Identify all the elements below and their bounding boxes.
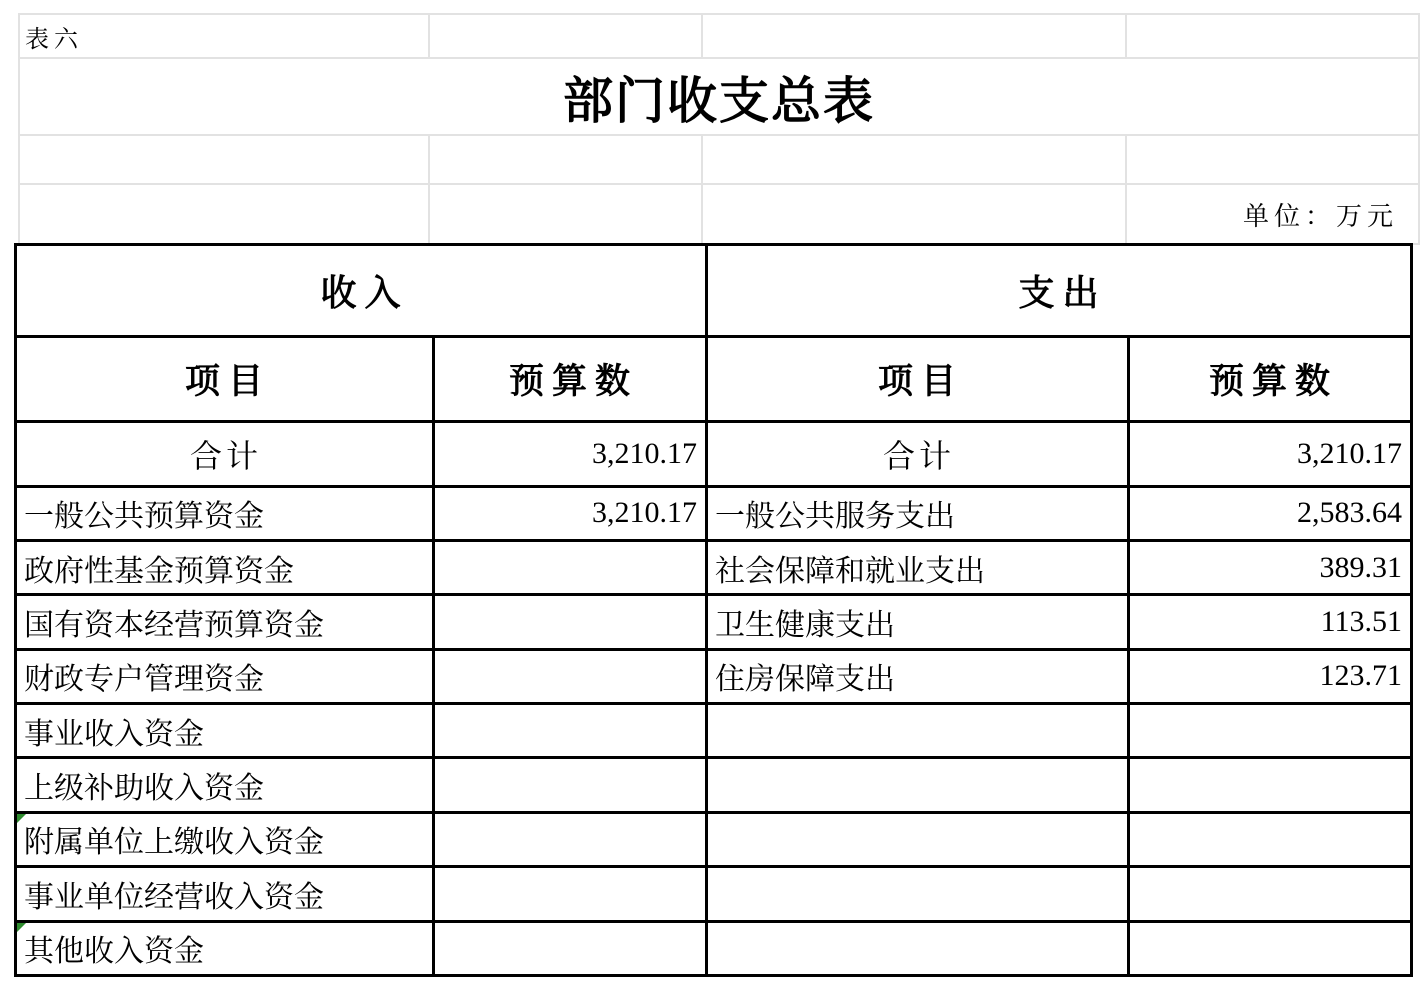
expenditure-budget-col-header: 预算数: [1129, 336, 1412, 422]
expenditure-item: 卫生健康支出: [707, 595, 1129, 649]
table-row-total: [16, 422, 1412, 486]
expenditure-value: [1129, 758, 1412, 812]
expenditure-total-label: 合计: [707, 422, 1129, 486]
income-budget-col-header: 预算数: [434, 336, 707, 422]
expenditure-item: [707, 867, 1129, 921]
income-value: [434, 595, 707, 649]
expenditure-value: 2,583.64: [1129, 486, 1412, 540]
unit-cell: [1127, 185, 1420, 245]
income-item: 政府性基金预算资金: [16, 541, 434, 595]
income-value: [434, 649, 707, 703]
income-item-label: 附属单位上缴收入资金: [24, 825, 324, 861]
empty-cell: [703, 15, 1127, 59]
expenditure-value: [1129, 812, 1412, 866]
column-header-row: [16, 336, 1412, 422]
expenditure-section-header: 支出: [707, 245, 1412, 337]
table-row: [16, 704, 1412, 758]
income-value: 3,210.17: [434, 486, 707, 540]
table-row: [16, 812, 1412, 866]
expenditure-item: [707, 812, 1129, 866]
income-value: [434, 867, 707, 921]
table-row: [16, 486, 1412, 540]
income-value: [434, 758, 707, 812]
income-value: [434, 812, 707, 866]
income-item: 财政专户管理资金: [16, 649, 434, 703]
income-item-label: 其他收入资金: [24, 934, 204, 970]
expenditure-item: [707, 704, 1129, 758]
empty-cell: [1127, 15, 1420, 59]
expenditure-item: 住房保障支出: [707, 649, 1129, 703]
income-item: 一般公共预算资金: [16, 486, 434, 540]
expenditure-total-value: 3,210.17: [1129, 422, 1412, 486]
expenditure-item: 社会保障和就业支出: [707, 541, 1129, 595]
expenditure-item-col-header: 项目: [707, 336, 1129, 422]
error-indicator-icon: [17, 923, 26, 932]
top-grid: [18, 13, 1420, 245]
income-value: [434, 921, 707, 975]
empty-cell: [18, 185, 430, 245]
table-row: [16, 649, 1412, 703]
expenditure-item: 一般公共服务支出: [707, 486, 1129, 540]
table-row: [16, 758, 1412, 812]
income-item-col-header: 项目: [16, 336, 434, 422]
income-value: [434, 704, 707, 758]
income-item: 事业收入资金: [16, 704, 434, 758]
income-section-header: 收入: [16, 245, 707, 337]
table-row: [16, 921, 1412, 975]
income-item: 上级补助收入资金: [16, 758, 434, 812]
expenditure-item: [707, 921, 1129, 975]
expenditure-item: [707, 758, 1129, 812]
income-value: [434, 541, 707, 595]
table-number-cell: [18, 15, 430, 59]
expenditure-value: [1129, 867, 1412, 921]
unit-label: 单位：万元: [1242, 201, 1398, 232]
empty-cell: [703, 185, 1127, 245]
empty-cell: [1127, 136, 1420, 185]
expenditure-value: 123.71: [1129, 649, 1412, 703]
empty-cell: [703, 136, 1127, 185]
page-title: 部门收支总表: [563, 70, 875, 130]
income-item: 国有资本经营预算资金: [16, 595, 434, 649]
table-row: [16, 867, 1412, 921]
budget-table: [14, 243, 1413, 977]
empty-cell: [430, 136, 703, 185]
empty-cell: [430, 15, 703, 59]
empty-cell: [430, 185, 703, 245]
income-total-label: 合计: [16, 422, 434, 486]
table-number-label: 表六: [25, 24, 83, 53]
error-indicator-icon: [17, 814, 26, 823]
empty-cell: [18, 136, 430, 185]
expenditure-value: [1129, 921, 1412, 975]
income-total-value: 3,210.17: [434, 422, 707, 486]
income-item: 事业单位经营收入资金: [16, 867, 434, 921]
income-item: [16, 921, 434, 975]
section-header-row: [16, 245, 1412, 337]
expenditure-value: 113.51: [1129, 595, 1412, 649]
expenditure-value: [1129, 704, 1412, 758]
table-row: [16, 595, 1412, 649]
income-item: [16, 812, 434, 866]
title-cell: [18, 59, 1420, 136]
expenditure-value: 389.31: [1129, 541, 1412, 595]
table-row: [16, 541, 1412, 595]
